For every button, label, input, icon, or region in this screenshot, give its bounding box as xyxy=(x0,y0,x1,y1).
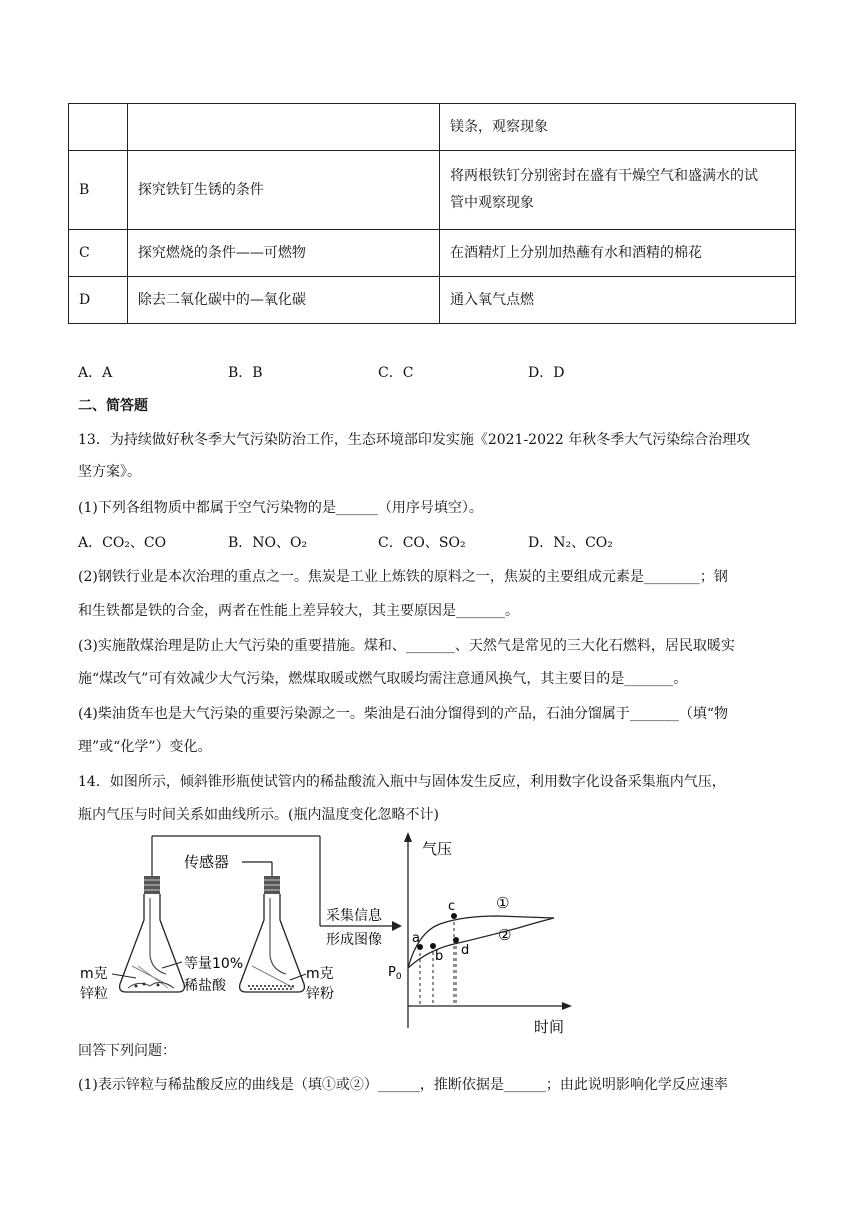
row-purpose: 探究燃烧的条件——可燃物 xyxy=(127,230,439,277)
q13-option-a: A．CO₂、CO xyxy=(78,535,167,551)
table-row xyxy=(69,151,796,230)
q13-part3-line: (3)实施散煤治理是防止大气污染的重要措施。煤和、_______、天然气是常见的三大化石燃料，居民取暖实 xyxy=(78,638,735,654)
left-flask xyxy=(120,876,185,992)
row-label: D xyxy=(69,277,128,324)
left-solid-label: 锌粒 xyxy=(80,986,108,1002)
point-label: c xyxy=(448,899,456,914)
right-solid-label: m克 xyxy=(306,966,334,982)
q13-part4-line: 理”或“化学”）变化。 xyxy=(78,739,212,755)
right-flask xyxy=(240,876,305,992)
x-axis-arrow-icon xyxy=(562,1002,572,1010)
x-axis-label: 时间 xyxy=(534,1018,565,1036)
sensor-label: 传感器 xyxy=(184,853,230,871)
collect-label: 采集信息 xyxy=(326,908,382,924)
point-label: d xyxy=(461,943,470,958)
q13-part2-line: (2)钢铁行业是本次治理的重点之一。焦炭是工业上炼铁的原料之一，焦炭的主要组成元素是________；钢 xyxy=(78,569,728,585)
q13-part3-line: 施“煤改气”可有效减少大气污染，燃煤取暖或燃气取暖均需注意通风换气，其主要目的是_______。 xyxy=(78,671,688,687)
q12-option-c: C．C xyxy=(378,365,414,381)
curve-1-label: ① xyxy=(496,894,510,912)
row-method: 镁条，观察现象 xyxy=(440,104,796,151)
q12-option-d: D．D xyxy=(528,365,565,381)
row-method-line: 将两根铁钉分别密封在盛有干燥空气和盛满水的试 xyxy=(450,168,759,184)
row-method-line: 管中观察现象 xyxy=(450,195,535,211)
row-method: 通入氧气点燃 xyxy=(440,277,796,324)
q13-option-d: D．N₂、CO₂ xyxy=(528,535,613,551)
q14-stem-line: 14．如图所示，倾斜锥形瓶使试管内的稀盐酸流入瓶中与固体发生反应，利用数字化设备采集瓶内气压， xyxy=(78,774,726,790)
q14-stem-line: 瓶内气压与时间关系如曲线所示。(瓶内温度变化忽略不计) xyxy=(78,807,439,823)
row-label: C xyxy=(69,230,128,277)
collect-label: 形成图像 xyxy=(326,932,382,948)
y-axis-label: 气压 xyxy=(422,840,453,858)
table-row xyxy=(69,230,796,277)
row-purpose: 除去二氧化碳中的—氧化碳 xyxy=(127,277,439,324)
q13-stem-line: 坚方案》。 xyxy=(78,464,141,480)
point-label: a xyxy=(412,931,420,946)
curve-2-label: ② xyxy=(498,926,512,944)
q12-option-b: B．B xyxy=(228,365,263,381)
table-row xyxy=(69,277,796,324)
acid-label: 等量10% xyxy=(184,956,244,972)
table-row xyxy=(69,104,796,151)
pressure-graph xyxy=(388,832,572,1036)
arrow-icon xyxy=(392,921,402,931)
figure-svg xyxy=(78,828,598,1040)
point-label: b xyxy=(435,949,444,964)
row-purpose: 探究铁钉生锈的条件 xyxy=(127,151,439,230)
q13-option-c: C．CO、SO₂ xyxy=(378,535,466,551)
row-purpose xyxy=(127,104,439,151)
right-solid-label: 锌粉 xyxy=(306,986,334,1002)
section-title: 二、简答题 xyxy=(78,398,148,414)
q13-stem-line: 13．为持续做好秋冬季大气污染防治工作，生态环境部印发实施《2021-2022 年秋冬季大气污染综合治理攻 xyxy=(78,432,751,448)
experiment-table xyxy=(68,103,796,324)
row-method: 在酒精灯上分别加热蘸有水和酒精的棉花 xyxy=(440,230,796,277)
y-axis-arrow-icon xyxy=(404,832,412,842)
point-d xyxy=(453,937,459,943)
acid-label: 稀盐酸 xyxy=(184,978,226,994)
left-solid-label: m克 xyxy=(80,966,108,982)
q13-part2-line: 和生铁都是铁的合金，两者在性能上差异较大，其主要原因是_______。 xyxy=(78,603,519,619)
q14-part1: (1)表示锌粒与稀盐酸反应的曲线是（填①或②）______，推断依据是______；由此说明影响化学反应速率 xyxy=(78,1077,728,1093)
q12-option-a: A．A xyxy=(78,365,113,381)
q13-option-b: B．NO、O₂ xyxy=(228,535,308,551)
q13-part1: (1)下列各组物质中都属于空气污染物的是______（用序号填空）。 xyxy=(78,500,483,516)
experiment-figure xyxy=(78,828,598,1040)
p0-label: $P_0$ xyxy=(388,965,402,982)
row-method xyxy=(440,151,796,230)
q14-answer-intro: 回答下列问题： xyxy=(78,1043,176,1059)
row-label xyxy=(69,104,128,151)
curve-2 xyxy=(408,918,554,968)
q13-part4-line: (4)柴油货车也是大气污染的重要污染源之一。柴油是石油分馏得到的产品，石油分馏属于_______（填“物 xyxy=(78,706,728,722)
row-label: B xyxy=(69,151,128,230)
